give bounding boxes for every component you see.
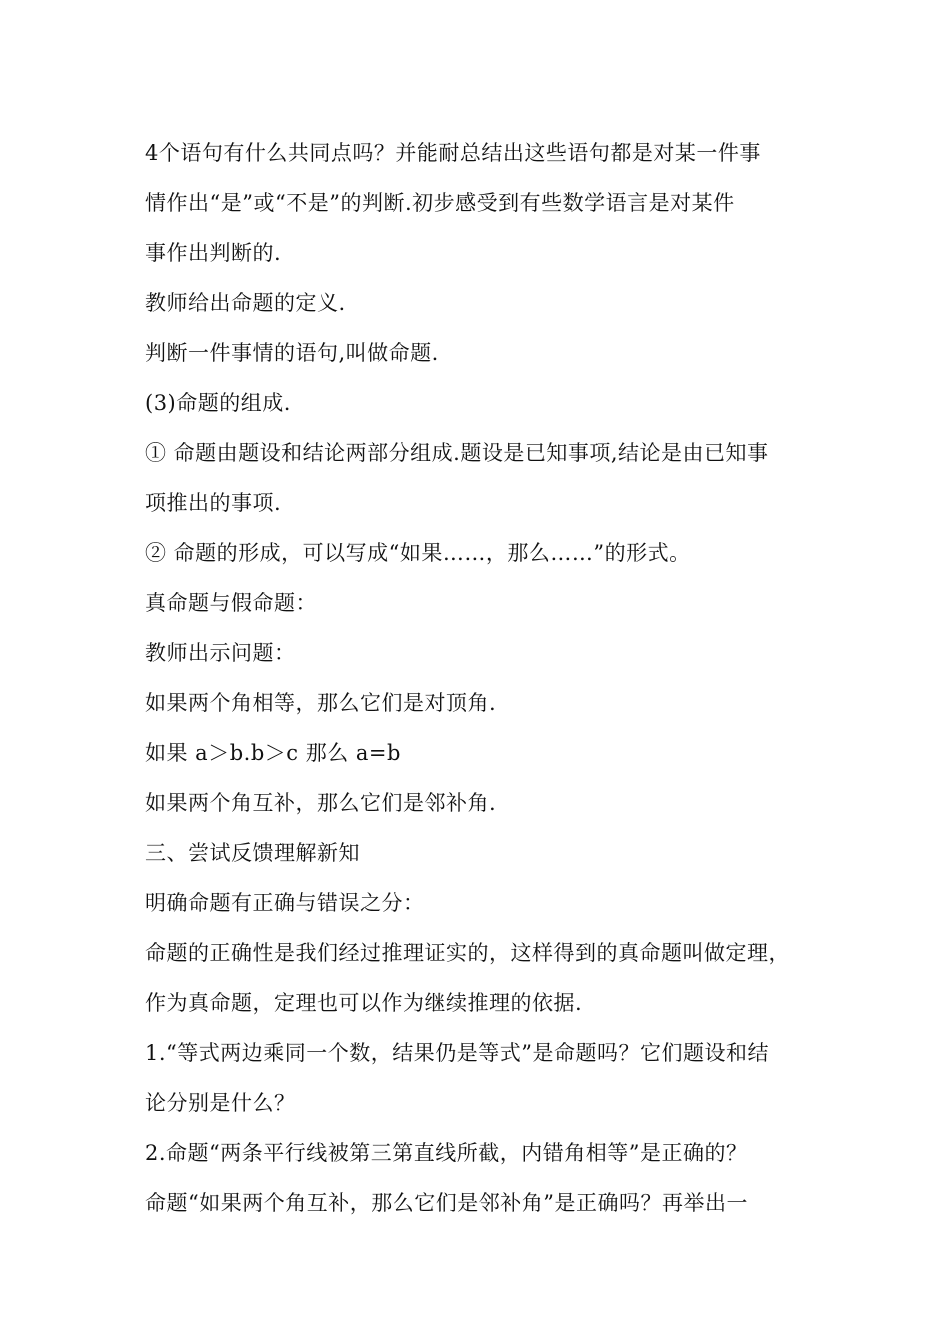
text-line: ① 命题由题设和结论两部分组成.题设是已知事项,结论是由已知事 xyxy=(145,441,769,465)
text-line: 明确命题有正确与错误之分： xyxy=(145,891,425,915)
text-line: ② 命题的形成，可以写成“如果……，那么……”的形式。 xyxy=(145,541,691,565)
text-line: 命题“如果两个角互补，那么它们是邻补角”是正确吗？再举出一 xyxy=(145,1191,748,1215)
text-line: 1.“等式两边乘同一个数，结果仍是等式”是命题吗？它们题设和结 xyxy=(145,1041,770,1065)
text-line: 教师出示问题： xyxy=(145,641,296,665)
text-line: 事作出判断的. xyxy=(145,241,282,265)
text-line: 论分别是什么？ xyxy=(145,1091,296,1115)
text-line: 如果两个角互补，那么它们是邻补角. xyxy=(145,791,497,815)
document-body xyxy=(145,128,825,1228)
text-line: 教师给出命题的定义. xyxy=(145,291,346,315)
text-line: 2.命题“两条平行线被第三第直线所截，内错角相等”是正确的？ xyxy=(145,1141,748,1165)
text-line: 项推出的事项. xyxy=(145,491,282,515)
text-line: 判断一件事情的语句,叫做命题. xyxy=(145,341,439,365)
text-line: 情作出“是”或“不是”的判断.初步感受到有些数学语言是对某件 xyxy=(145,191,735,215)
section-heading: 三、尝试反馈理解新知 xyxy=(145,841,360,865)
text-line: 如果两个角相等，那么它们是对顶角. xyxy=(145,691,497,715)
text-line: 命题的正确性是我们经过推理证实的，这样得到的真命题叫做定理， xyxy=(145,941,790,965)
text-line: 如果 a＞b.b＞c 那么 a=b xyxy=(145,741,401,765)
text-line: 真命题与假命题： xyxy=(145,591,317,615)
text-line: 作为真命题，定理也可以作为继续推理的依据. xyxy=(145,991,583,1015)
text-line: 4个语句有什么共同点吗？并能耐总结出这些语句都是对某一件事 xyxy=(145,141,761,165)
section-heading: (3)命题的组成. xyxy=(145,391,291,415)
